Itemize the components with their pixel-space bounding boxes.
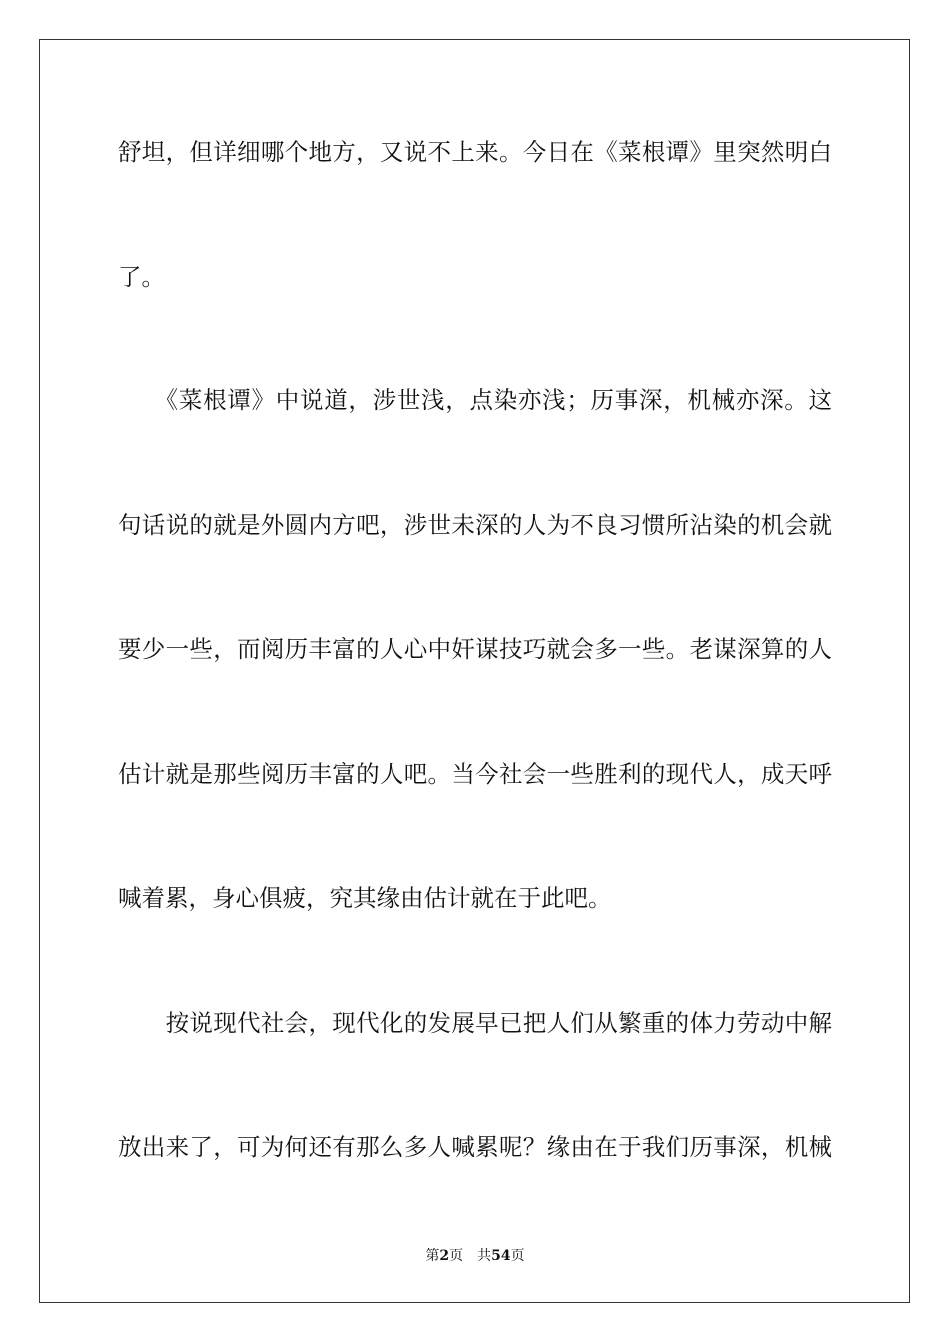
page-border (39, 39, 910, 1303)
text-line-9: 放出来了，可为何还有那么多人喊累呢？缘由在于我们历事深，机械 (118, 1133, 832, 1161)
text-line-4: 句话说的就是外圆内方吧，涉世未深的人为不良习惯所沾染的机会就 (118, 511, 832, 539)
text-line-3: 《菜根谭》中说道，涉世浅，点染亦浅；历事深，机械亦深。这 (118, 386, 832, 414)
page-suffix: 页 (449, 1248, 464, 1264)
page-prefix: 第 (425, 1248, 440, 1264)
total-pages: 54 (491, 1248, 511, 1264)
text-line-1: 舒坦，但详细哪个地方，又说不上来。今日在《菜根谭》里突然明白 (118, 138, 832, 166)
text-line-5: 要少一些，而阅历丰富的人心中奸谋技巧就会多一些。老谋深算的人 (118, 635, 832, 663)
page-number: 2 (439, 1248, 450, 1264)
total-suffix: 页 (510, 1248, 525, 1264)
text-line-8: 按说现代社会，现代化的发展早已把人们从繁重的体力劳动中解 (118, 1009, 832, 1037)
text-line-7: 喊着累，身心俱疲，究其缘由估计就在于此吧。 (118, 884, 612, 912)
page-footer (0, 1247, 950, 1265)
total-prefix: 共 (477, 1248, 492, 1264)
text-line-2: 了。 (118, 263, 165, 291)
text-line-6: 估计就是那些阅历丰富的人吧。当今社会一些胜利的现代人，成天呼 (118, 760, 832, 788)
